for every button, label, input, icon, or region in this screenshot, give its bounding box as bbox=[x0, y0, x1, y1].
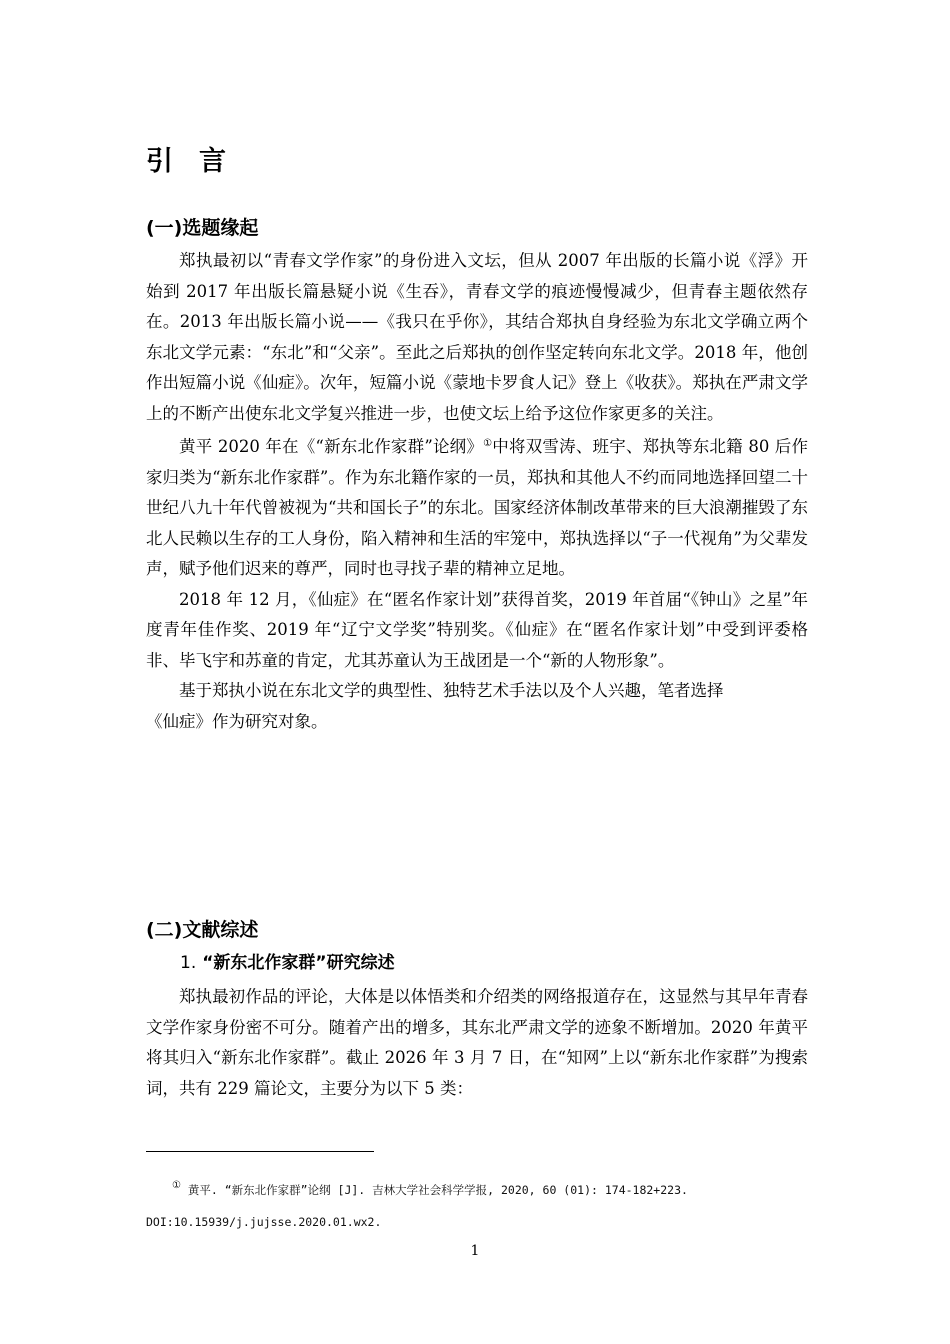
footnote-line-2: DOI:10.15939/j.jujsse.2020.01.wx2. bbox=[146, 1215, 382, 1229]
paragraph-4: 基于郑执小说在东北文学的典型性、独特艺术手法以及个人兴趣，笔者选择 bbox=[179, 681, 724, 700]
subsection-title bbox=[180, 950, 395, 976]
paragraph-2-prefix: 黄平 2020 年在《“新东北作家群”论纲》 bbox=[179, 437, 484, 456]
footnote bbox=[146, 1170, 808, 1238]
page-number: 1 bbox=[470, 1243, 480, 1259]
section-2-body bbox=[146, 982, 808, 1104]
section-1-body bbox=[146, 246, 808, 737]
paragraph-3: 2018 年 12 月，《仙症》在“匿名作家计划”获得首奖，2019 年首届“《钟山》之星”年度青年佳作奖、2019 年“辽宁文学奖”特别奖。《仙症》在“匿名作家计划”中受到评委格非、毕飞宇和苏童的肯定，尤其苏童认为王战团是一个“新的人物形象”。 bbox=[146, 589, 808, 670]
paragraph-2-text: 中将双雪涛、班宇、郑执等东北籍 80 后作家归类为“新东北作家群”。作为东北籍作家的一员，郑执和其他人不约而同地选择回望二十世纪八九十年代曾被视为“共和国长子”的东北。国家经济体制改革带来的巨大浪潮摧毁了东北人民赖以生存的工人身份，陷入精神和生活的牢笼中，郑执选择以“子一代视角”为父辈发声，赋予他们迟来的尊严，同时也寻找子辈的精神立足地。 bbox=[146, 437, 808, 578]
footnote-ref[interactable]: ① bbox=[483, 438, 493, 449]
section-title-2: (二)文献综述 bbox=[146, 919, 259, 941]
footnote-mark: ① bbox=[172, 1180, 181, 1191]
section-title-1: (一)选题缘起 bbox=[146, 217, 259, 239]
paragraph-1: 郑执最初以“青春文学作家”的身份进入文坛，但从 2007 年出版的长篇小说《浮》开始到 2017 年出版长篇悬疑小说《生吞》，青春文学的痕迹慢慢减少，但青春主题依然存在。2013 年出版长篇小说——《我只在乎你》，其结合郑执自身经验为东北文学确立两个东北文学元素：“东北”和“父亲”。至此之后郑执的创作坚定转向东北文学。2018 年，他创作出短篇小说《仙症》。次年，短篇小说《蒙地卡罗食人记》登上《收获》。郑执在严肃文学上的不断产出使东北文学复兴推进一步，也使文坛上给予这位作家更多的关注。 bbox=[146, 251, 808, 423]
paragraph-5: 郑执最初作品的评论，大体是以体悟类和介绍类的网络报道存在，这显然与其早年青春文学作家身份密不可分。随着产出的增多，其东北严肃文学的迹象不断增加。2020 年黄平将其归入“新东北作家群”。截止 2026 年 3 月 7 日，在“知网”上以“新东北作家群”为搜索词，共有 229 篇论文，主要分为以下 5 类： bbox=[146, 987, 808, 1098]
footnote-text: 黄平. “新东北作家群”论纲 [J]. 吉林大学社会科学学报, 2020, 60 (01): 174-182+223. bbox=[187, 1183, 688, 1197]
subsection-label: “新东北作家群”研究综述 bbox=[202, 953, 395, 973]
chapter-heading: 引言 bbox=[146, 146, 252, 177]
footnote-separator bbox=[146, 1151, 374, 1152]
paragraph-2 bbox=[146, 429, 808, 585]
paragraph-4-continued: 《仙症》作为研究对象。 bbox=[146, 711, 328, 731]
footnote-line-1 bbox=[146, 1170, 808, 1206]
subsection-number: 1. bbox=[180, 953, 197, 973]
